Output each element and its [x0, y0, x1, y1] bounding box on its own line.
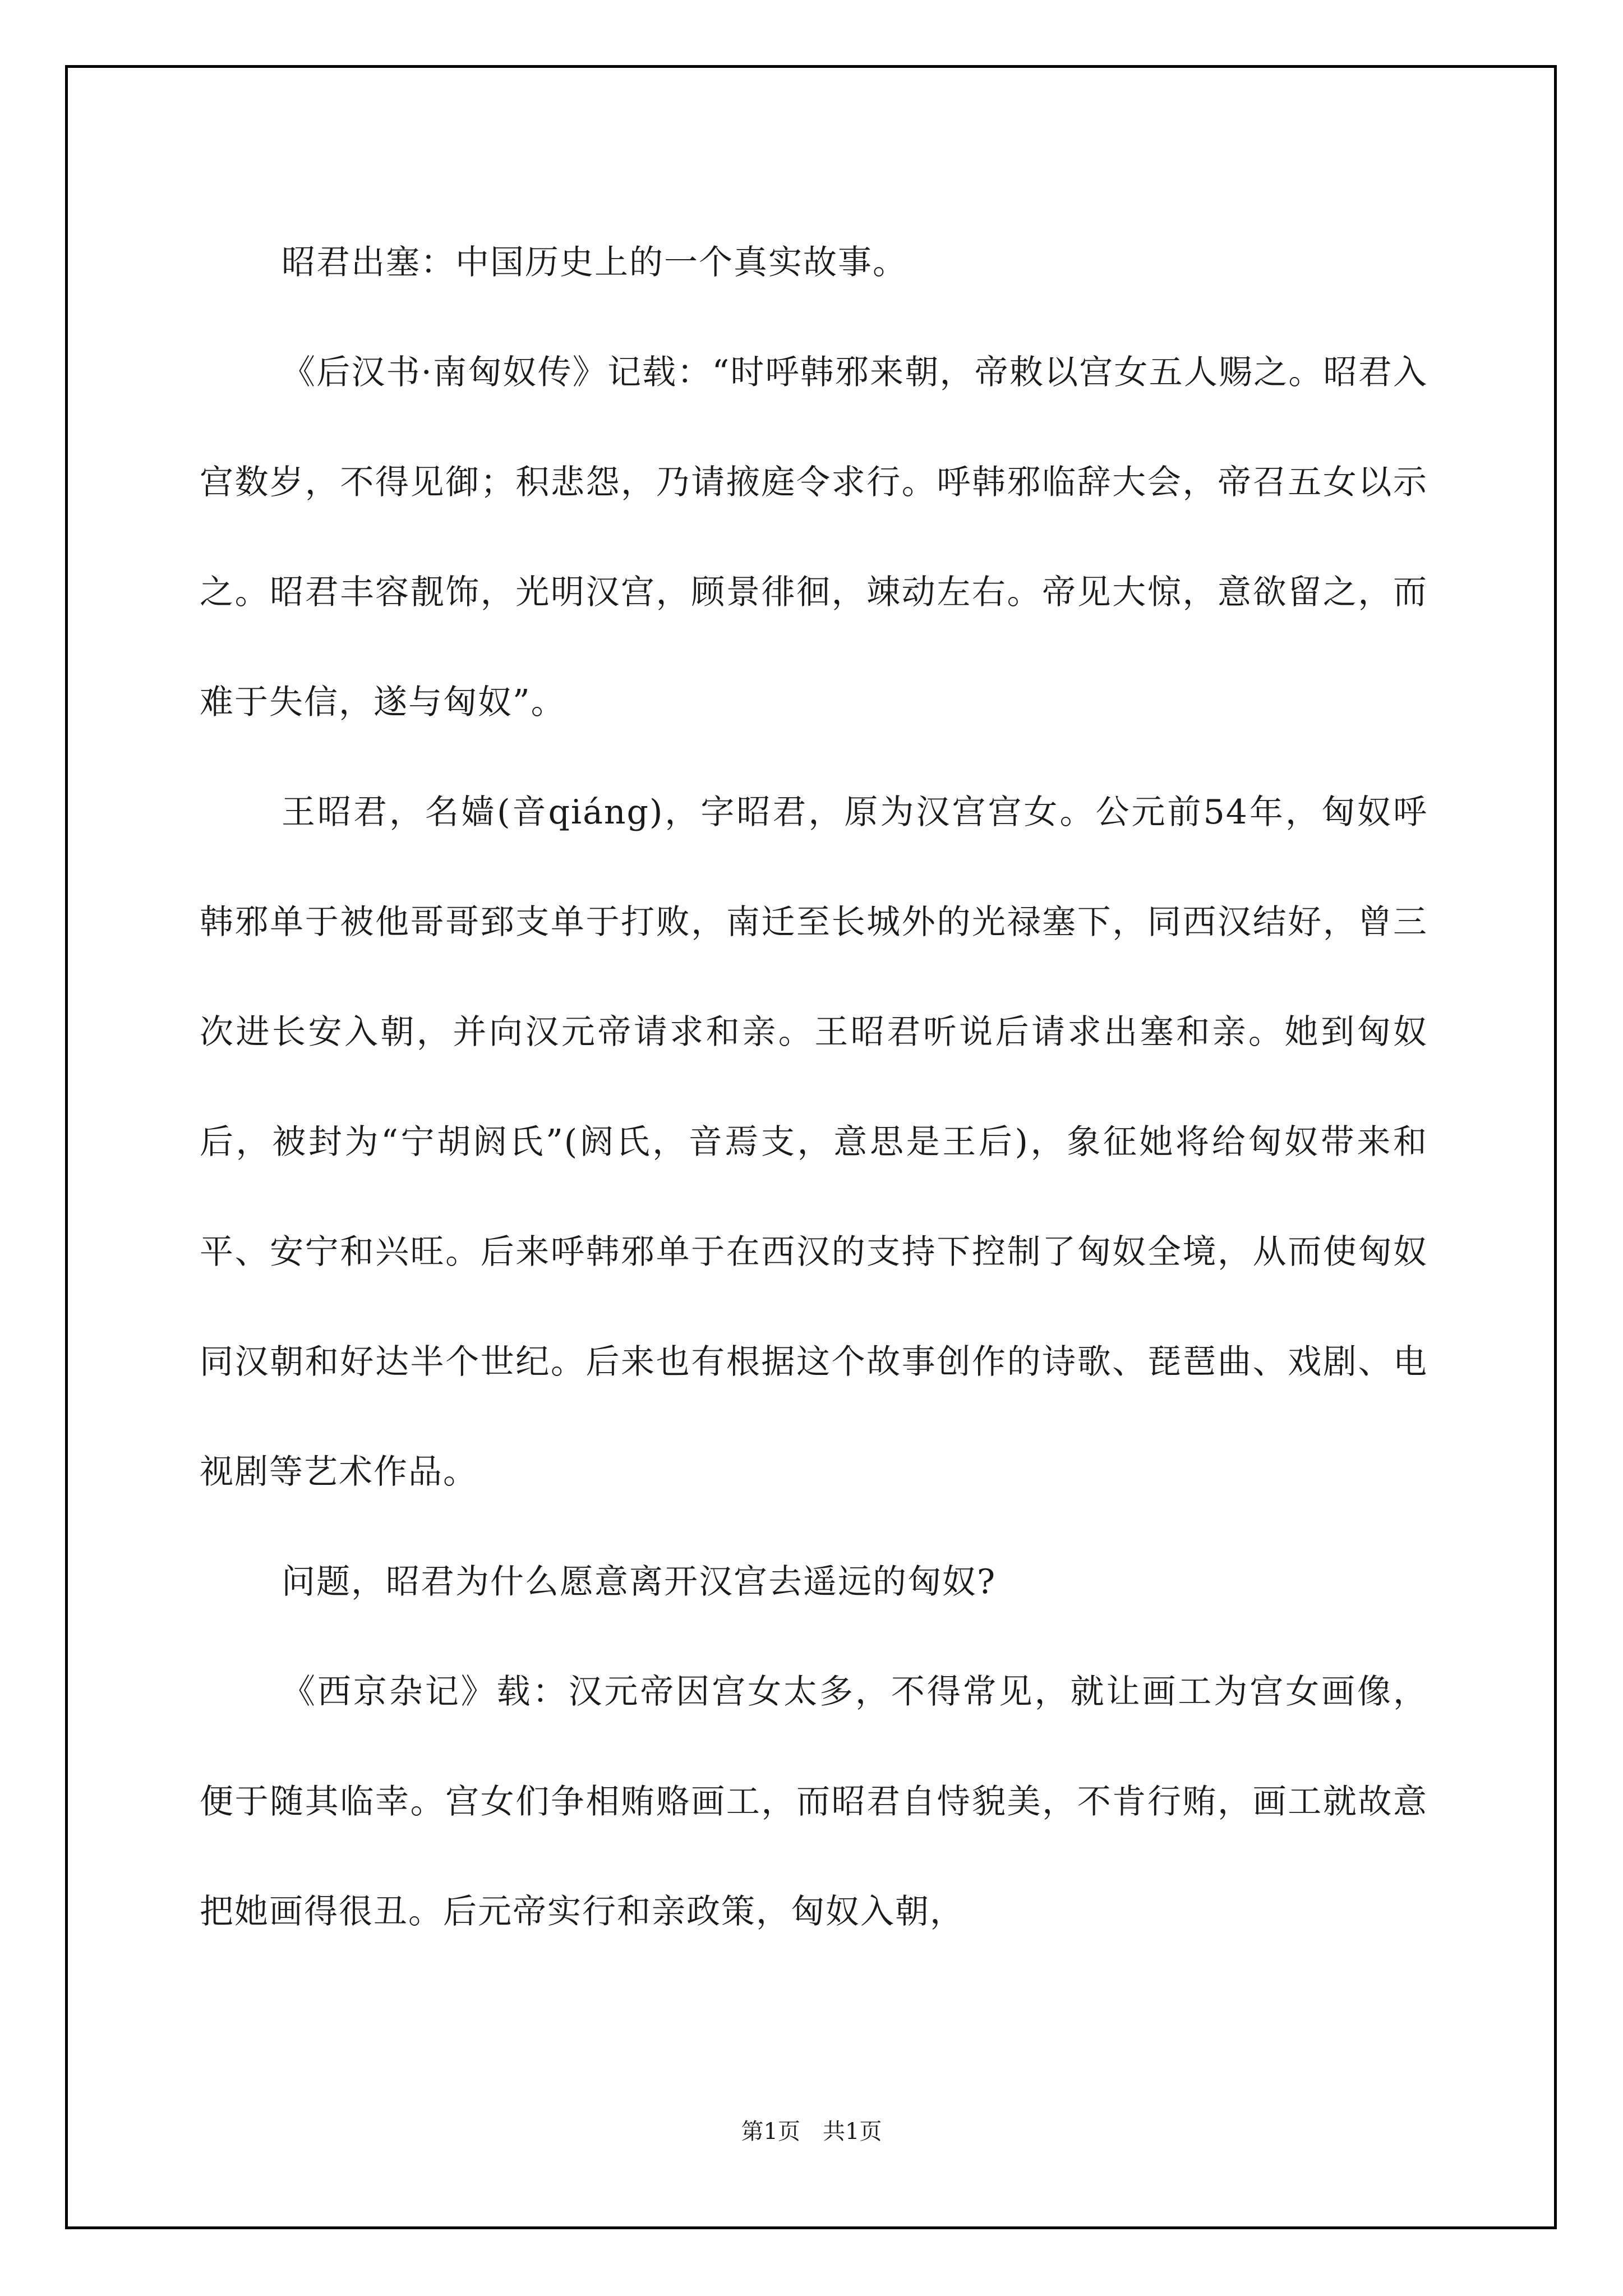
paragraph-houhanshu-quote: 《后汉书·南匈奴传》记载：“时呼韩邪来朝，帝敕以宫女五人赐之。昭君入宫数岁，不得见御；积悲怨，乃请掖庭令求行。呼韩邪临辞大会，帝召五女以示之。昭君丰容靓饰，光明汉宫，顾景徘徊，竦动左右。帝见大惊，意欲留之，而难于失信，遂与匈奴”。: [200, 353, 1428, 722]
paragraph-title: 昭君出塞：中国历史上的一个真实故事。: [282, 243, 907, 282]
page-total: 共1页: [823, 2119, 882, 2145]
document-body: [200, 208, 1428, 1967]
paragraph-xijing-zaji: 《西京杂记》载：汉元帝因宫女太多，不得常见，就让画工为宫女画像，便于随其临幸。宫女们争相贿赂画工，而昭君自恃貌美，不肯行贿，画工就故意把她画得很丑。后元帝实行和亲政策，匈奴入朝，: [200, 1672, 1428, 1931]
paragraph-question: 问题，昭君为什么愿意离开汉宫去遥远的匈奴?: [282, 1562, 997, 1602]
page-number: 第1页: [741, 2119, 800, 2145]
paragraph-wang-zhaojun: 王昭君，名嫱(音qiáng)，字昭君，原为汉宫宫女。公元前54年，匈奴呼韩邪单于被他哥哥郅支单于打败，南迁至长城外的光禄塞下，同西汉结好，曾三次进长安入朝，并向汉元帝请求和亲。王昭君听说后请求出塞和亲。她到匈奴后，被封为“宁胡阏氏”(阏氏，音焉支，意思是王后)，象征她将给匈奴带来和平、安宁和兴旺。后来呼韩邪单于在西汉的支持下控制了匈奴全境，从而使匈奴同汉朝和好达半个世纪。后来也有根据这个故事创作的诗歌、琵琶曲、戏剧、电视剧等艺术作品。: [200, 793, 1428, 1492]
page-footer: [0, 2114, 1623, 2146]
